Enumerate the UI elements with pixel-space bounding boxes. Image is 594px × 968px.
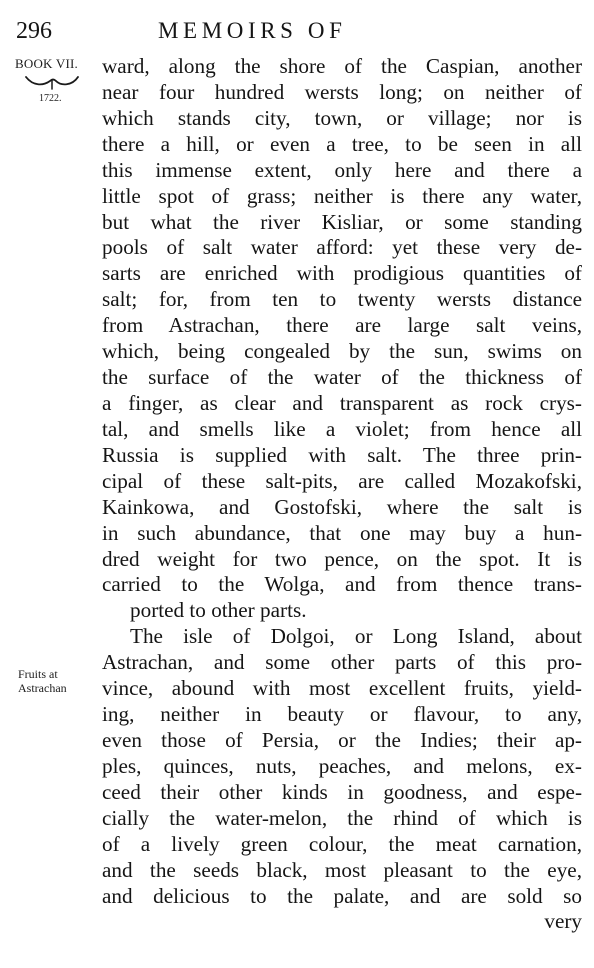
fruits-note-line-1: Fruits at <box>18 667 58 681</box>
main-text <box>102 54 582 935</box>
text-line: pools of salt water afford: yet these very de- <box>102 235 582 260</box>
text-line: cipal of these salt-pits, are called Mozakofski, <box>102 468 582 493</box>
text-line: carried to the Wolga, and from thence trans- <box>102 572 582 597</box>
curly-brace-icon <box>25 74 79 91</box>
text-line: ceed their other kinds in goodness, and espe- <box>102 779 582 804</box>
text-line: even those of Persia, or the Indies; their ap- <box>102 727 582 752</box>
text-line: tal, and smells like a violet; from hence all <box>102 416 582 441</box>
text-line: Astrachan, and some other parts of this pro- <box>102 650 582 675</box>
text-line: Kainkowa, and Gostofski, where the salt is <box>102 494 582 519</box>
text-line: The isle of Dolgoi, or Long Island, about <box>130 624 582 649</box>
text-line: ward, along the shore of the Caspian, another <box>102 54 582 78</box>
text-line: this immense extent, only here and there a <box>102 157 582 182</box>
text-line: and the seeds black, most pleasant to the eye, <box>102 857 582 882</box>
text-line: which stands city, town, or village; nor is <box>102 105 582 130</box>
book-label: BOOK VII. <box>15 56 78 71</box>
running-head <box>0 16 594 46</box>
text-line: ples, quinces, nuts, peaches, and melons, ex- <box>102 753 582 778</box>
text-line: the surface of the water of the thickness of <box>102 365 582 390</box>
text-line: from Astrachan, there are large salt veins, <box>102 313 582 338</box>
text-line: in such abundance, that one may buy a hun- <box>102 520 582 545</box>
running-title: MEMOIRS OF <box>158 18 347 43</box>
text-line: vince, abound with most excellent fruits, yield- <box>102 676 582 701</box>
text-line: there a hill, or even a tree, to be seen in all <box>102 131 582 156</box>
text-line: of a lively green colour, the meat carnation, <box>102 831 582 856</box>
text-line: which, being congealed by the sun, swims on <box>102 339 582 364</box>
text-line: and delicious to the palate, and are sold so <box>102 883 582 908</box>
text-line: cially the water-melon, the rhind of which is <box>102 805 582 830</box>
book-year-margin-note <box>15 56 93 105</box>
fruits-margin-note <box>18 667 100 695</box>
text-line: ported to other parts. <box>130 598 307 623</box>
text-line: but what the river Kisliar, or some standing <box>102 209 582 234</box>
text-line: sarts are enriched with prodigious quantities of <box>102 261 582 286</box>
text-line: dred weight for two pence, on the spot. It is <box>102 546 582 571</box>
text-line: little spot of grass; neither is there any water, <box>102 183 582 208</box>
text-line: a finger, as clear and transparent as rock crys- <box>102 390 582 415</box>
year-label: 1722. <box>39 93 62 104</box>
text-line: salt; for, from ten to twenty wersts distance <box>102 287 582 312</box>
text-line: Russia is supplied with salt. The three prin- <box>102 442 582 467</box>
page-number: 296 <box>16 18 52 44</box>
fruits-note-line-2: Astrachan <box>18 681 67 695</box>
text-line: near four hundred wersts long; on neither of <box>102 79 582 104</box>
text-line: ing, neither in beauty or flavour, to any, <box>102 702 582 727</box>
catchword: very <box>544 909 582 934</box>
